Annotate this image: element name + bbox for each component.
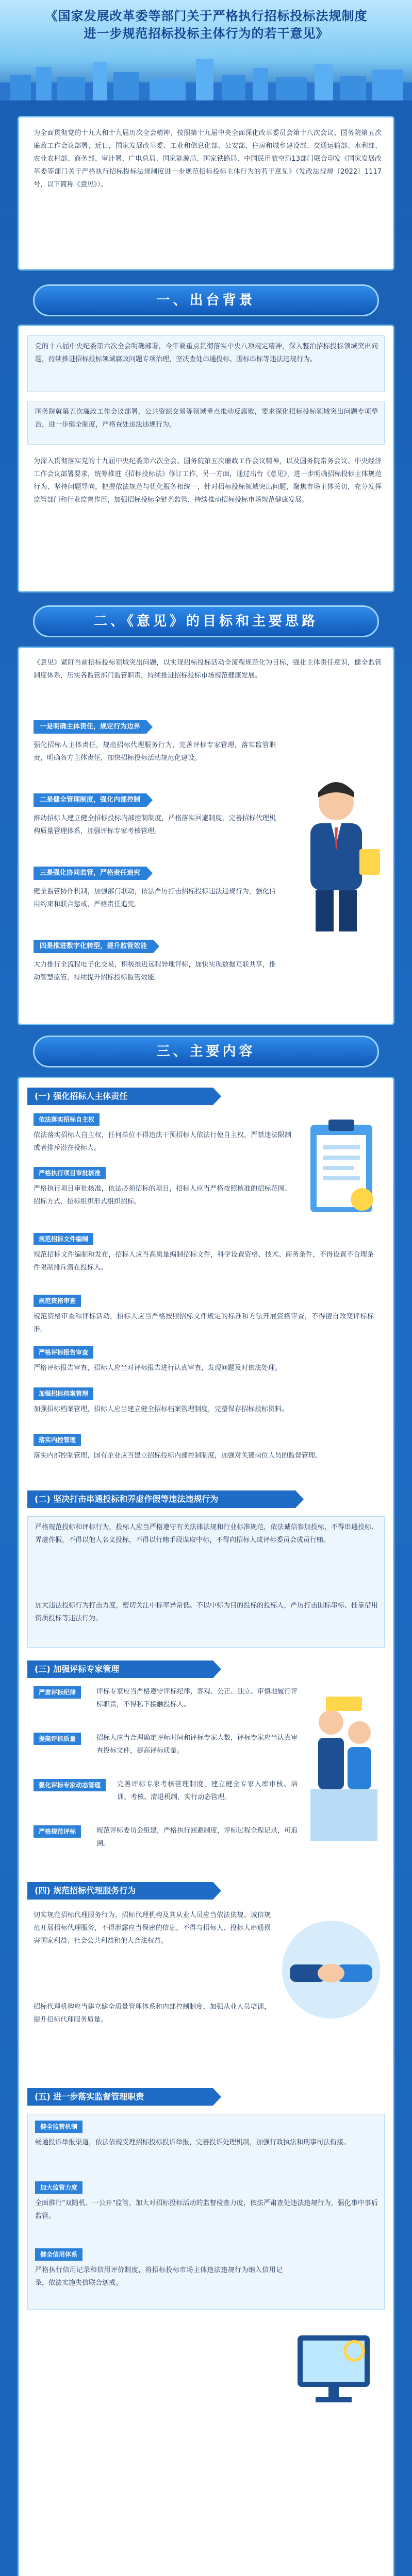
sub-5-text-1: 畅通投诉举报渠道，依法依规受理招标投标投诉举报，完善投诉处理机制，加强行政执法和刑事司法衔接。	[35, 2139, 351, 2146]
sub-1-label-7: 落实内控管理	[34, 1434, 81, 1446]
sub-4-text-1: 切实规范招标代理服务行为，招标代理机构及其从业人员应当依法依规、诚信规范开展招标代理服务，不得泄露应当保密的信息，不得与招标人、投标人串通损害国家利益、社会公共利益和他人合法权益。	[34, 1911, 271, 1945]
city-skyline-illustration	[0, 46, 412, 108]
sub-3-text-4: 规范评标委员会组建，严格执行回避制度，评标过程全程记录，可追溯。	[96, 1827, 298, 1848]
sub-1-text-6: 加强招标档案管理，招标人应当建立健全招标档案管理制度，完整保存招标投标资料。	[34, 1405, 289, 1413]
monitoring-illustration	[287, 2320, 380, 2413]
sub-5-text-2: 全面推行"双随机、一公开"监管，加大对招标投标活动的监督检查力度，依法严肃查处违法违规行为，强化事中事后监管。	[35, 2199, 378, 2220]
sub-1-text-3: 规范招标文件编制和发布，招标人应当高质量编制招标文件，科学设置资格、技术、商务条件，不得设置不合理条件限制排斥潜在投标人。	[34, 1251, 374, 1272]
sub-4-text-2: 招标代理机构应当建立健全质量管理体系和内部控制制度，加强从业人员培训，提升招标代理服务质量。	[34, 2003, 271, 2024]
goal-tag-3: 三是强化协同监管，严格责任追究	[34, 867, 146, 880]
businessman-illustration	[287, 772, 385, 937]
sub-3-text-3: 完善评标专家考核管理制度，建立健全专家入库审核、培训、考核、清退机制，实行动态管理。	[117, 1781, 298, 1801]
goal-text-4: 大力推行全流程电子化交易，积极推进远程异地评标，加快实现数据互联共享，推动智慧监管，持续提升招标投标监管效能。	[34, 961, 276, 981]
sub-1-label-3: 规范招标文件编制	[34, 1233, 93, 1245]
sub-5-label-2: 加大监管力度	[35, 2181, 83, 2194]
sub-4-heading: (四) 规范招标代理服务行为	[27, 1882, 213, 1900]
sub-2-box	[27, 1516, 385, 1648]
header-banner	[0, 0, 412, 108]
sub-1-heading: (一) 强化招标人主体责任	[27, 1088, 213, 1105]
sub-3-heading: (三) 加强评标专家管理	[27, 1660, 213, 1678]
section-2-card	[18, 647, 394, 1025]
sub-1-label-2: 严格执行项目审批核准	[34, 1167, 106, 1179]
sub-1-text-4: 规范资格审查和评标活动，招标人应当严格按照招标文件规定的标准和方法开展资格审查，不得擅自改变评标标准。	[34, 1313, 374, 1333]
sub-5-text-3: 严格执行信用记录和信用评价制度，将招标投标市场主体违法违规行为纳入信用记录，依法实施失信联合惩戒。	[35, 2266, 283, 2287]
sub-5-label-1: 健全监管机制	[35, 2121, 83, 2133]
intro-text: 为全面贯彻党的十九大和十九届历次全会精神，按照第十九届中央全面深化改革委员会第十八次会议、国务院第五次廉政工作会议部署，近日，国家发展改革委、工业和信息化部、公安部、住房和城乡建设部、交通运输部、水利部、农业农村部、商务部、审计署、广电总局、国家能源局、国家铁路局、中国民用航空局13部门联合印发《国家发展改革委等部门关于严格执行招标投标法规制度进一步规范招标投标主体行为的若干意见》（发改法规规〔2022〕1117号，以下简称《意见》）。	[34, 129, 382, 189]
expert-team-illustration	[305, 1686, 383, 1846]
clipboard-illustration	[300, 1114, 383, 1223]
sub-5-label-3: 健全信用体系	[35, 2248, 83, 2261]
sub-3-label-1: 严肃评标纪律	[34, 1686, 81, 1699]
goal-text-2: 推动招标人建立健全招标投标内部控制制度，严格落实回避制度，完善招标代理机构质量管理体系，加强评标专家考核管理。	[34, 815, 276, 835]
goal-tag-2: 二是健全管理制度，强化内部控制	[34, 793, 146, 807]
background-box-2	[27, 401, 385, 445]
sub-1-label-6: 加强招标档案管理	[34, 1387, 93, 1400]
handshake-illustration	[279, 1913, 383, 2031]
sub-1-label-4: 规范资格审查	[34, 1295, 81, 1307]
sub-3-label-3: 强化评标专家动态管理	[34, 1779, 106, 1791]
sub-1-text-1: 依法落实招标人自主权，任何单位不得违法干预招标人依法行使自主权，严禁违法限制或者排斥潜在投标人。	[34, 1131, 291, 1152]
sub-1-label-1: 依法落实招标自主权	[34, 1113, 100, 1126]
sub-1-text-7: 落实内部控制管理，国有企业应当建立招标投标内部控制制度，加强对关键岗位人员的监督管理。	[34, 1452, 322, 1460]
title-line-1: 《国家发展改革委等部门关于严格执行招标投标法规制度	[45, 9, 368, 23]
goals-intro: 《意见》紧盯当前招标投标领域突出问题，以实现招标投标活动全流程规范化为目标，强化主体责任意识，健全监管制度体系，压实各监管部门监管职责，持续推进招标投标市场规范健康发展。	[34, 659, 382, 680]
section-3-card	[18, 1077, 394, 2576]
goal-tag-4: 四是推进数字化转型，提升监管效能	[34, 940, 153, 953]
page-title	[21, 7, 392, 42]
background-para-2: 国务院就第五次廉政工作会议部署，公共资源交易等领域重点推动反腐败，要求深化招标投标领域突出问题专项整治，进一步健全制度，严格查处违法违规行为。	[35, 408, 378, 429]
sub-1-text-5: 严格评标报告审查，招标人应当对评标报告进行认真审查，发现问题及时依法处理。	[34, 1364, 282, 1372]
sub-3-text-1: 评标专家应当严格遵守评标纪律，客观、公正、独立、审慎地履行评标职责，不得私下接触投标人。	[96, 1688, 298, 1708]
sub-3-text-2: 招标人应当合理确定评标时间和评标专家人数，评标专家应当认真审查投标文件，提高评标质量。	[96, 1734, 298, 1755]
section-3-title: 三、主要内容	[33, 1036, 379, 1067]
goal-tag-1: 一是明确主体责任，规定行为边界	[34, 720, 146, 734]
sub-1-text-2: 严格执行项目审批核准，依法必须招标的项目，招标人应当严格按照核准的招标范围、招标方式、招标组织形式组织招标。	[34, 1185, 291, 1206]
sub-3-label-4: 严格规范评标	[34, 1825, 81, 1838]
sub-5-box	[27, 2114, 385, 2310]
sub-1-label-5: 严格评标报告审查	[34, 1346, 93, 1359]
sub-5-heading: (五) 进一步落实监督管理职责	[27, 2088, 213, 2106]
section-1-title: 一、出台背景	[33, 284, 379, 316]
background-para-3: 为深入贯彻落实党的十九届中央纪委第六次全会、国务院第五次廉政工作会议精神，以及国务院常务会议、中央经济工作会议部署要求，统筹推进《招标投标法》修订工作，另一方面，通过出台《意见》，进一步明确招标投标主体规范行为，坚持问题导向，把握依法规范与优化服务相统一，针对招标投标领域突出问题，聚焦市场主体关切，充分发挥监管部门和行业监督作用，加强招标投标全链条监管，持续推动招标投标市场规范健康发展。	[34, 457, 382, 504]
sub-2-heading: (二) 坚决打击串通投标和弄虚作假等违法违规行为	[27, 1490, 295, 1508]
sub-2-text-2: 加大违法投标行为打击力度，密切关注中标率异常低、不以中标为目的投标的投标人，严厉打击围标串标、挂靠借用资质投标等违法行为。	[35, 1602, 378, 1622]
title-line-2: 进一步规范招标投标主体行为的若干意见》	[84, 26, 329, 41]
intro-card	[18, 116, 394, 270]
section-1-card	[18, 325, 394, 592]
background-para-1: 党的十八届中央纪委第六次全会明确部署，今年要重点贯彻落实中央八项规定精神，深入整治招标投标领域突出问题，持续推进招标投标领域腐败问题专项治理，坚决查处串通投标、围标串标等违法违规行为。	[35, 343, 378, 363]
sub-2-text-1: 严格规范投标和评标行为，投标人应当严格遵守有关法律法规和行业标准规范，依法诚信参加投标，不得串通投标、弄虚作假，不得以他人名义投标，不得以行贿手段谋取中标，不得向招标人或评标委员会成员行贿。	[35, 1523, 378, 1544]
goal-text-1: 强化招标人主体责任，规范招标代理服务行为，完善评标专家管理，落实监管职责，明确各方主体责任，加快招标投标活动规范化建设。	[34, 741, 276, 762]
section-2-title: 二、《意见》的目标和主要思路	[33, 605, 379, 637]
goal-text-3: 健全监管协作机制，加强部门联动，依法严厉打击招标投标违法违规行为，强化信用约束和联合惩戒，严格责任追究。	[34, 888, 276, 908]
background-box-1	[27, 335, 385, 392]
sub-3-label-2: 提高评标质量	[34, 1733, 81, 1745]
